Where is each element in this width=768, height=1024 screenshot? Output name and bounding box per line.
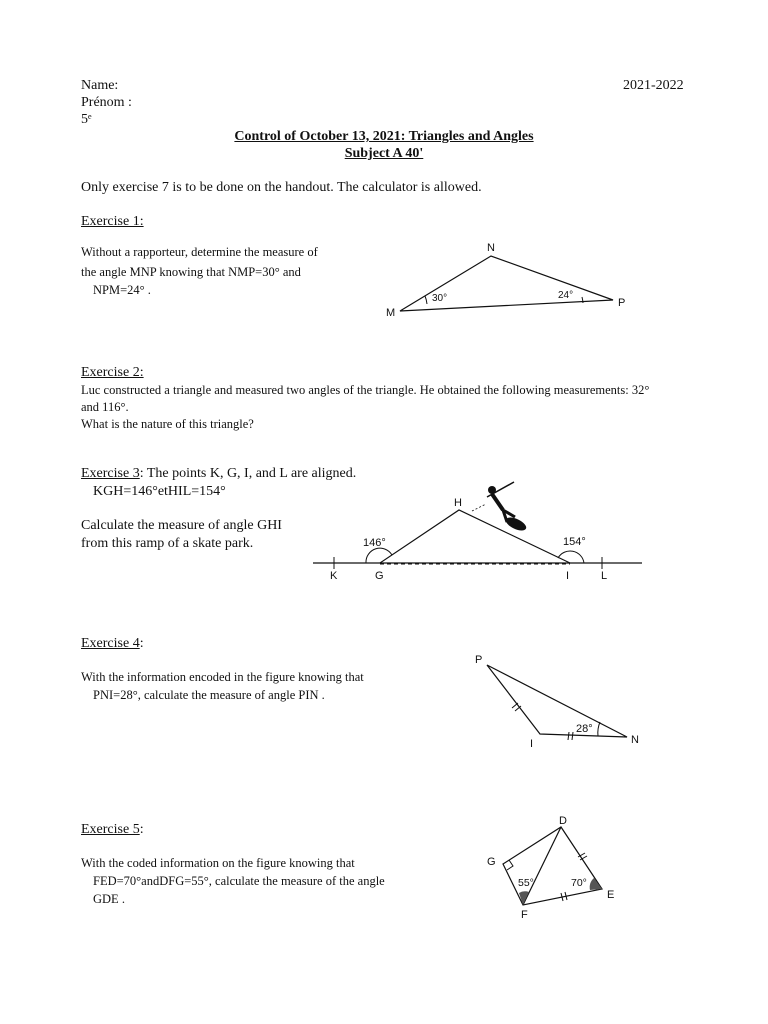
- label-p: P: [618, 297, 626, 309]
- label-p4: P: [475, 654, 483, 666]
- label-d: D: [559, 815, 567, 827]
- exercise-4-heading: Exercise 4: [81, 636, 140, 651]
- exercise-4-colon: :: [139, 636, 144, 651]
- label-l: L: [601, 570, 608, 582]
- exercise-3-statement: : The points K, G, I, and L are aligned.: [139, 466, 357, 481]
- exercise-1-line-1: Without a rapporteur, determine the measure of: [81, 245, 318, 259]
- school-year: 2021-2022: [623, 78, 684, 93]
- exercise-2-line-2: and 116°.: [81, 400, 129, 414]
- exercise-3-heading: Exercise 3: [81, 466, 140, 481]
- label-g5: G: [487, 856, 496, 868]
- exercise-1-line-2: the angle MNP knowing that NMP=30° and: [81, 265, 301, 279]
- class-label: 5ᵉ: [81, 112, 92, 127]
- label-i: I: [566, 570, 570, 582]
- label-h: H: [454, 497, 462, 509]
- name-label: Name:: [81, 78, 119, 93]
- exercise-1-heading: Exercise 1:: [81, 214, 144, 229]
- exercise-3-line-2: KGH=146°etHIL=154°: [93, 484, 226, 499]
- angle-m-label: 30°: [432, 293, 448, 304]
- label-n: N: [487, 242, 495, 254]
- label-g: G: [375, 570, 384, 582]
- exercise-4-line-2: PNI=28°, calculate the measure of angle PIN .: [93, 688, 325, 702]
- exercise-4-line-1: With the information encoded in the figure knowing that: [81, 670, 364, 684]
- page-title: Control of October 13, 2021: Triangles and Angles: [234, 129, 534, 144]
- exercise-2-line-3: What is the nature of this triangle?: [81, 417, 254, 431]
- instructions: Only exercise 7 is to be done on the handout. The calculator is allowed.: [81, 180, 482, 195]
- exercise-5-heading: Exercise 5: [81, 822, 140, 837]
- exercise-5-line-3: GDE .: [93, 892, 125, 906]
- angle-e-label: 70°: [571, 877, 587, 889]
- exercise-5-line-1: With the coded information on the figure knowing that: [81, 856, 355, 870]
- label-k: K: [330, 570, 338, 582]
- angle-n-label: 28°: [576, 723, 593, 735]
- exercise-5-colon: :: [139, 822, 144, 837]
- exercise-3-line-3: Calculate the measure of angle GHI: [81, 518, 282, 533]
- label-i4: I: [530, 738, 534, 750]
- exercise-5-line-2: FED=70°andDFG=55°, calculate the measure of the angle: [93, 874, 385, 888]
- prenom-label: Prénom :: [81, 95, 132, 110]
- label-f: F: [521, 909, 528, 921]
- exercise-2-line-1: Luc constructed a triangle and measured two angles of the triangle. He obtained the following measurements: 32°: [81, 383, 650, 397]
- angle-f-label: 55°: [518, 877, 534, 889]
- angle-i-label: 154°: [563, 536, 586, 548]
- label-m: M: [386, 307, 396, 319]
- label-e: E: [607, 889, 615, 901]
- angle-g-label: 146°: [363, 537, 386, 549]
- exercise-2-heading: Exercise 2:: [81, 365, 144, 380]
- angle-p-label: 24°: [558, 290, 574, 301]
- exercise-1-line-3: NPM=24° .: [93, 283, 151, 297]
- label-n4: N: [631, 734, 639, 746]
- exercise-3-line-4: from this ramp of a skate park.: [81, 536, 254, 551]
- quadrilateral-dgfe: [503, 827, 602, 905]
- subject-label: Subject A 40': [344, 146, 424, 161]
